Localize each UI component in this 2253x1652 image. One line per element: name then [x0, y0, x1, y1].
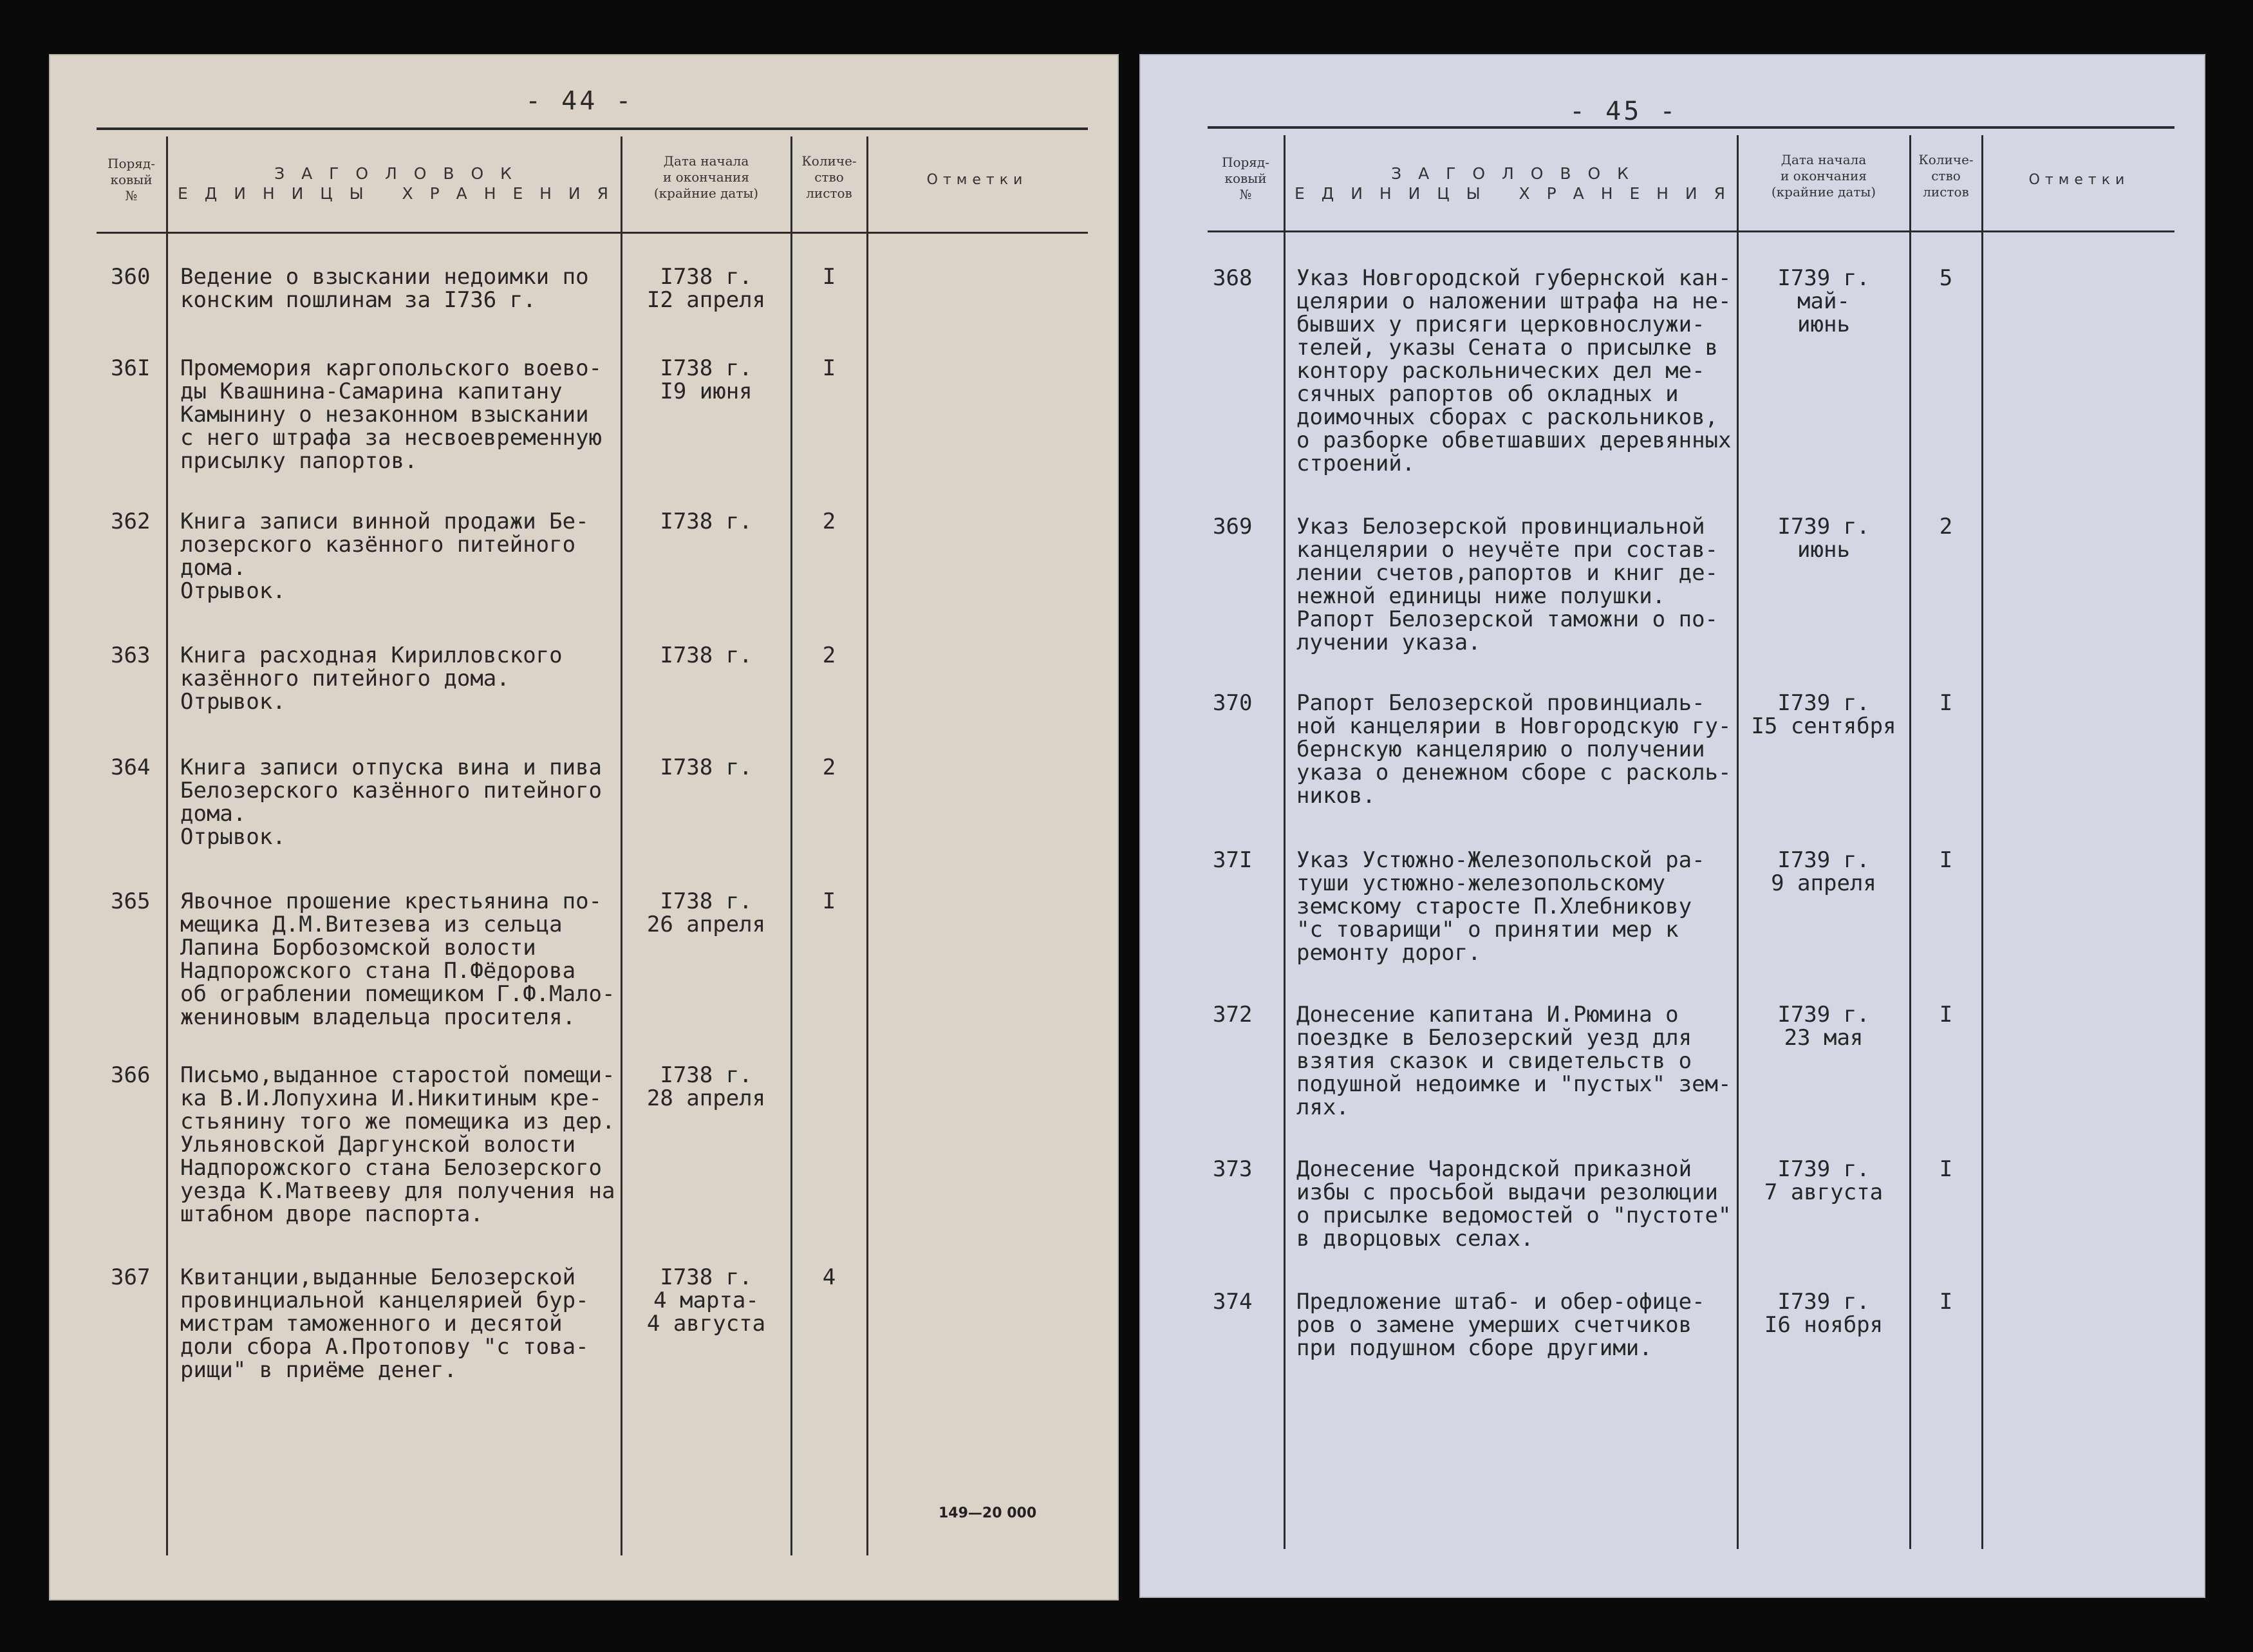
row-number: 374 [1213, 1289, 1253, 1315]
row-count: I [822, 264, 836, 290]
top-rule [97, 127, 1088, 130]
row-count: I [1939, 1289, 1953, 1315]
row-date: I739 г. июнь [1777, 514, 1870, 563]
left-page [49, 54, 1119, 1600]
row-count: I [1939, 1002, 1953, 1028]
row-date: I738 г. 28 апреля [646, 1062, 766, 1111]
row-title: Указ Новгородской губернской кан- целярии о наложении штрафа на не- бывших у присяги церковнослужи- телей, указы Сената о присылке в контору раскольнических дел ме- сячных рапортов об окладных и доимочных сборах с раскольников, о разборке обветшавших деревянных строений. [1296, 265, 1732, 476]
column-divider [1909, 135, 1911, 1549]
row-date: I738 г. [660, 509, 753, 534]
row-number: 373 [1213, 1156, 1253, 1182]
top-rule [1208, 126, 2174, 129]
row-count: 2 [822, 509, 836, 534]
row-number: 37I [1213, 847, 1253, 873]
row-date: I738 г. [660, 643, 753, 668]
row-date: I739 г. 7 августа [1764, 1156, 1884, 1205]
row-title: Книга записи отпуска вина и пива Белозерского казённого питейного дома. Отрывок. [180, 755, 603, 850]
row-date: I738 г. I2 апреля [646, 264, 766, 313]
row-title: Указ Устюжно-Железопольской ра- туши устюжно-железопольскому земскому старосте П.Хлебникову "с товарищи" о принятии мер к ремонту дорог. [1296, 847, 1705, 966]
header-number: Поряд- ковый № [108, 156, 155, 203]
row-date: I739 г. май- июнь [1777, 265, 1870, 337]
column-divider [790, 136, 792, 1555]
header-marks: Отметки [2028, 172, 2130, 188]
column-divider [166, 136, 168, 1555]
row-count: 4 [822, 1264, 836, 1290]
row-number: 360 [111, 264, 151, 290]
row-number: 362 [111, 509, 151, 534]
row-title: Донесение капитана И.Рюмина о поездке в Белозерский уезд для взятия сказок и свидетельств о подушной недоимке и "пустых" зем- лях. [1296, 1002, 1732, 1120]
row-number: 369 [1213, 514, 1253, 540]
row-title: Книга записи винной продажи Бе- лозерского казённого питейного дома. Отрывок. [180, 509, 589, 604]
print-run-footer: 149—20 000 [939, 1505, 1037, 1521]
column-divider [621, 136, 622, 1555]
row-title: Квитанции,выданные Белозерской провинциальной канцелярией бур- мистрам таможенного и десятой доли сбора А.Протопову "с това- рищи" в приёме денег. [180, 1264, 589, 1383]
header-rule [1208, 230, 2174, 232]
row-count: I [822, 888, 836, 914]
row-count: I [1939, 1156, 1953, 1182]
row-number: 365 [111, 888, 151, 914]
header-number: Поряд- ковый № [1222, 155, 1269, 202]
row-date: I738 г. 4 марта- 4 августа [646, 1264, 766, 1337]
header-title: З А Г О Л О В О К Е Д И Н И Ц Ы Х Р А Н Е Н И Я [1295, 164, 1731, 203]
row-date: I739 г. I6 ноября [1764, 1289, 1884, 1338]
row-number: 36I [111, 355, 151, 381]
row-date: I739 г. 9 апреля [1771, 847, 1876, 896]
row-count: 2 [822, 643, 836, 668]
header-dates: Дата начала и окончания (крайние даты) [1771, 152, 1876, 200]
row-number: 370 [1213, 690, 1253, 716]
row-count: I [1939, 690, 1953, 716]
header-dates: Дата начала и окончания (крайние даты) [653, 153, 759, 201]
column-divider [1981, 135, 1983, 1549]
row-count: I [822, 355, 836, 381]
row-title: Донесение Чарондской приказной избы с просьбой выдачи резолюции о присылке ведомостей о "пустоте" в дворцовых селах. [1296, 1156, 1732, 1252]
header-count: Количе- ство листов [801, 153, 857, 201]
page-number: - 45 - [1569, 97, 1678, 126]
row-number: 368 [1213, 265, 1253, 291]
row-title: Предложение штаб- и обер-офице- ров о замене умерших счетчиков при подушном сборе другими. [1296, 1289, 1705, 1361]
column-divider [866, 136, 868, 1555]
row-title: Ведение о взыскании недоимки по конским пошлинам за I736 г. [180, 264, 589, 313]
row-count: 2 [822, 755, 836, 780]
row-count: 2 [1939, 514, 1953, 540]
header-count: Количе- ство листов [1918, 152, 1974, 200]
row-title: Промемория каргопольского воево- ды Квашнина-Самарина капитану Камынину о незаконном взыскании с него штрафа за несвоевременную присылку папортов. [180, 355, 603, 474]
row-number: 366 [111, 1062, 151, 1088]
row-number: 367 [111, 1264, 151, 1290]
row-date: I739 г. I5 сентября [1751, 690, 1896, 739]
row-title: Указ Белозерской провинциальной канцелярии о неучёте при состав- лении счетов,рапортов и книг де- нежной единицы ниже полушки. Рапорт Белозерской таможни о по- лучении указа. [1296, 514, 1719, 655]
row-title: Письмо,выданное старостой помещи- ка В.И.Лопухина И.Никитиным кре- стьянину того же помещика из дер. Ульяновской Даргунской волости Надпорожского стана Белозерского уезда К.Матвееву для получения на штабном дворе паспорта. [180, 1062, 615, 1227]
row-number: 372 [1213, 1002, 1253, 1028]
right-page [1139, 54, 2205, 1598]
row-count: 5 [1939, 265, 1953, 291]
row-title: Книга расходная Кирилловского казённого питейного дома. Отрывок. [180, 643, 563, 715]
column-divider [1737, 135, 1739, 1549]
row-title: Явочное прошение крестьянина по- мещика Д.М.Витезева из сельца Лапина Борбозомской волости Надпорожского стана П.Фёдорова об ограблении помещиком Г.Ф.Мало- жениновым владельца просителя. [180, 888, 615, 1030]
header-marks: Отметки [926, 172, 1028, 188]
row-date: I738 г. 26 апреля [646, 888, 766, 937]
row-number: 363 [111, 643, 151, 668]
row-count: I [1939, 847, 1953, 873]
row-date: I738 г. [660, 755, 753, 780]
row-title: Рапорт Белозерской провинциаль- ной канцелярии в Новгородскую гу- бернскую канцелярию о получении указа о денежном сборе с расколь- ников. [1296, 690, 1732, 809]
row-date: I739 г. 23 мая [1777, 1002, 1870, 1051]
row-date: I738 г. I9 июня [660, 355, 753, 404]
header-title: З А Г О Л О В О К Е Д И Н И Ц Ы Х Р А Н Е Н И Я [178, 164, 614, 203]
column-divider [1284, 135, 1285, 1549]
header-rule [97, 232, 1088, 234]
page-number: - 44 - [525, 86, 634, 116]
row-number: 364 [111, 755, 151, 780]
